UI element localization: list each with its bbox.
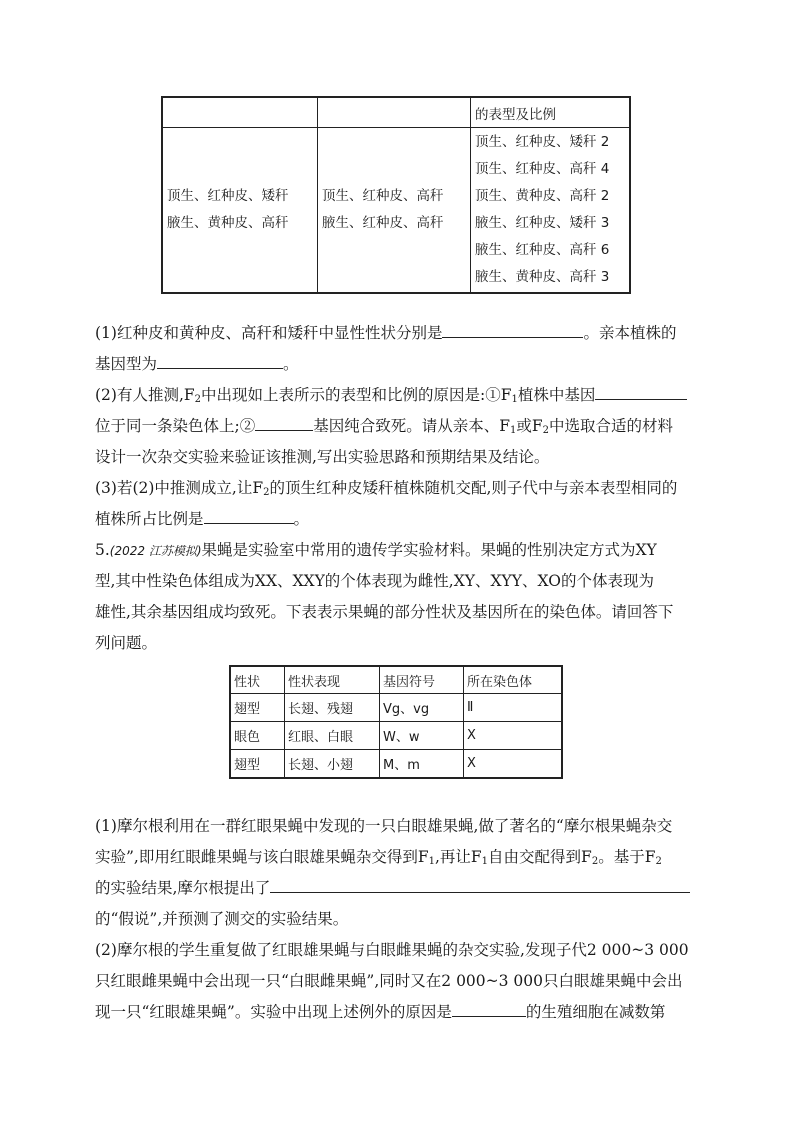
text: 。 [293,510,310,528]
question-2-line-3: 设计一次杂交实验来验证该推测,写出实验思路和预期结果及结论。 [95,448,550,466]
question-5-2-line-3 [95,997,705,1028]
table-header-cell: 所在染色体 [464,666,563,694]
f2-phenotype: 腋生、红种皮、高秆 6 [475,242,610,258]
subscript: 2 [655,856,662,867]
answer-blank[interactable] [157,350,283,369]
question-2-line-1 [95,380,705,415]
table-cell [162,97,318,128]
text: 现一只“红眼雄果蝇”。实验中出现上述例外的原因是 [95,1003,452,1021]
answer-blank[interactable] [270,874,690,893]
f2-phenotype: 顶生、黄种皮、高秆 2 [475,188,610,204]
text: 位于同一条染色体上;② [95,417,256,435]
table-row [162,128,630,294]
question-5-1-line-3 [95,873,705,904]
answer-blank[interactable] [452,998,526,1017]
table-cell: 长翅、残翅 [285,694,380,722]
text: 的实验结果,摩尔根提出了 [95,879,271,897]
question-1-line-2 [95,349,705,380]
question-5-1-line-2 [95,842,705,877]
question-5-line-1 [95,535,705,567]
f1-cell [318,128,471,294]
question-5-line-4: 列问题。 [95,634,158,652]
question-5-1-line-4: 的“假说”,并预测了测交的实验结果。 [95,910,349,928]
table-header-row [162,97,630,128]
table-cell: 红眼、白眼 [285,722,380,750]
text: 。基于F [598,848,656,866]
question-source: (2022 江苏模拟) [109,544,202,558]
subscript: 2 [542,425,550,436]
text: (3)若(2)中推测成立,让F [95,479,264,497]
f1-phenotype: 顶生、红种皮、高秆 [322,188,444,204]
subscript: 1 [510,425,517,436]
question-5-1-line-1: (1)摩尔根利用在一群红眼果蝇中发现的一只白眼雄果蝇,做了著名的“摩尔根果蝇杂交 [95,817,673,835]
text: 中出现如上表所示的表型和比例的原因是:①F [201,386,512,404]
table-header-row [230,666,562,694]
text: 基因型为 [95,355,158,373]
text: 的顶生红种皮矮秆植株随机交配,则子代中与亲本表型相同的 [269,479,678,497]
text: 基因纯合致死。请从亲本、F [313,417,510,435]
f1-phenotype: 腋生、红种皮、高秆 [322,215,444,231]
text: 植株所占比例是 [95,510,204,528]
table-cell: 翅型 [230,750,285,779]
table-cell: W、w [380,722,464,750]
table-row [230,750,562,779]
subscript: 2 [591,856,599,867]
text: (1)红种皮和黄种皮、高秆和矮秆中显性性状分别是 [95,324,443,342]
question-number: 5. [95,541,110,559]
table-cell: X [464,722,563,750]
question-5-2-line-1: (2)摩尔根的学生重复做了红眼雄果蝇与白眼雌果蝇的杂交实验,发现子代2 000~3 000 [95,941,689,959]
text: 。亲本植株的 [583,324,677,342]
text: ,再让F [434,848,482,866]
subscript: 2 [194,394,202,405]
question-3-line-2 [95,504,705,535]
table-row [230,694,562,722]
text: 果蝇是实验室中常用的遗传学实验材料。果蝇的性别决定方式为XY [201,541,657,559]
table-cell [318,97,471,128]
text: (2)有人推测,F [95,386,195,404]
f2-phenotype: 顶生、红种皮、高秆 4 [475,161,610,177]
question-5-2-line-2: 只红眼雌果蝇中会出现一只“白眼雌果蝇”,同时又在2 000~3 000只白眼雄果蝇中会出 [95,972,683,990]
question-5-line-3: 雄性,其余基因组成均致死。下表表示果蝇的部分性状及基因所在的染色体。请回答下 [95,603,674,621]
text: 中选取合适的材料 [549,417,674,435]
table-cell: Ⅱ [464,694,563,722]
parent-cell [162,128,318,294]
answer-blank[interactable] [204,505,294,524]
table-cell: 眼色 [230,722,285,750]
text: 自由交配得到F [488,848,592,866]
answer-blank[interactable] [595,381,687,400]
question-2-line-2 [95,411,705,446]
subscript: 1 [511,394,518,405]
f2-phenotype: 腋生、黄种皮、高秆 3 [475,269,610,285]
answer-blank[interactable] [255,412,313,431]
text: 。 [283,355,299,373]
subscript: 2 [263,487,270,498]
question-3-line-1 [95,473,705,508]
table-header-cell: 基因符号 [380,666,464,694]
fruitfly-traits-table [229,665,563,779]
table-row [230,722,562,750]
parent-phenotype: 顶生、红种皮、矮秆 [167,188,289,204]
f2-phenotype: 顶生、红种皮、矮秆 2 [475,134,610,150]
cross-results-table [161,96,631,294]
table-cell: M、m [380,750,464,779]
f2-phenotype: 腋生、红种皮、矮秆 3 [475,215,610,231]
table-cell: 翅型 [230,694,285,722]
table-cell: 长翅、小翅 [285,750,380,779]
text: 或F [516,417,543,435]
answer-blank[interactable] [442,319,583,338]
question-1-line-1 [95,318,705,349]
table-cell: X [464,750,563,779]
subscript: 1 [481,856,489,867]
table-header-cell: 性状表现 [285,666,380,694]
text: 实验”,即用红眼雌果蝇与该白眼雄果蝇杂交得到F [95,848,429,866]
question-5-line-2: 型,其中性染色体组成为XX、XXY的个体表现为雌性,XY、XYY、XO的个体表现为 [95,572,654,590]
f2-cell [471,128,631,294]
table-cell: Vg、vg [380,694,464,722]
subscript: 1 [428,856,435,867]
table-header-cell: 性状 [230,666,285,694]
text: 的生殖细胞在减数第 [525,1003,666,1021]
table-header-cell: 的表型及比例 [471,97,631,128]
text: 植株中基因 [517,386,596,404]
parent-phenotype: 腋生、黄种皮、高秆 [167,215,289,231]
